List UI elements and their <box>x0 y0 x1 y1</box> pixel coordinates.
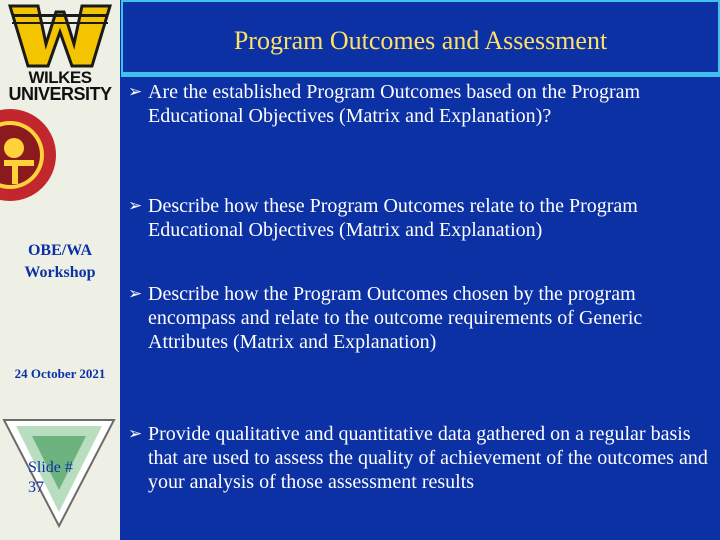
wilkes-w-logo-icon <box>8 4 112 68</box>
logo-university-text: UNIVERSITY <box>8 84 112 104</box>
arrow-bullet-icon: ➢ <box>128 82 143 102</box>
utm-seal-icon <box>0 108 56 202</box>
workshop-line-1: OBE/WA <box>27 242 92 259</box>
left-sidebar <box>0 0 120 540</box>
logo-wilkes-text: WILKES <box>28 68 92 87</box>
slide-title: Program Outcomes and Assessment <box>233 26 608 55</box>
bullet-item <box>128 194 716 242</box>
workshop-label <box>0 240 120 284</box>
title-box <box>121 0 720 74</box>
bullet-item <box>128 422 716 494</box>
slide-number-value: 37 <box>28 479 44 496</box>
slide-number-label: Slide # <box>28 459 73 476</box>
bullet-item <box>128 80 716 128</box>
bullet-text: Describe how the Program Outcomes chosen by the program encompass and relate to the outcome requirements of Generic Attributes (Matrix and Explanation) <box>148 283 643 353</box>
date-label: 24 October 2021 <box>14 366 106 381</box>
title-underline <box>121 74 720 77</box>
bullet-text: Provide qualitative and quantitative data gathered on a regular basis that are used to assess the quality of achievement of the outcomes and your analysis of those assessment results <box>148 423 708 493</box>
workshop-line-2: Workshop <box>24 264 96 281</box>
arrow-bullet-icon: ➢ <box>128 424 143 444</box>
slide-number <box>28 458 73 498</box>
bullet-text: Are the established Program Outcomes based on the Program Educational Objectives (Matrix and Explanation)? <box>148 81 641 127</box>
bullet-item <box>128 282 716 354</box>
bullet-text: Describe how these Program Outcomes relate to the Program Educational Objectives (Matrix and Explanation) <box>148 195 638 241</box>
arrow-bullet-icon: ➢ <box>128 196 143 216</box>
arrow-bullet-icon: ➢ <box>128 284 143 304</box>
